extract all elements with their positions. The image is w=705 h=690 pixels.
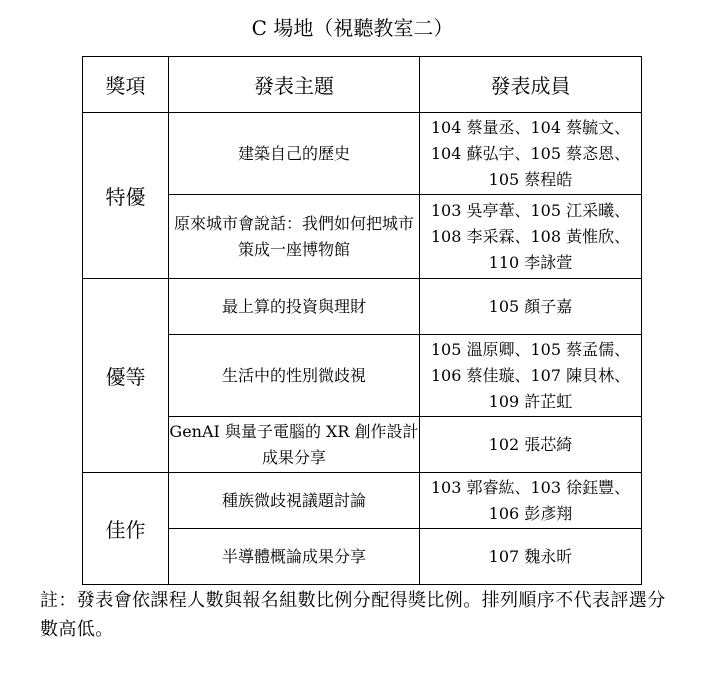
topic-cell (169, 335, 420, 417)
members-text: 103 郭睿紘、103 徐鈺豐、106 彭彥翔 (430, 477, 631, 523)
members-text: 107 魏永昕 (488, 546, 573, 566)
footnote: 註：發表會依課程人數與報名組數比例分配得獎比例。排列順序不代表評選分數高低。 (40, 590, 666, 640)
topic-text: 半導體概論成果分享 (221, 546, 366, 566)
page-title: C 場地（視聽教室二） (251, 16, 454, 40)
members-text: 103 吳亭葦、105 江采曦、108 李采霖、108 黃惟欣、110 李詠萱 (430, 200, 631, 272)
members-cell (420, 195, 642, 279)
members-text: 102 張芯綺 (488, 434, 573, 454)
topic-cell (169, 113, 420, 195)
award-honorable: 佳作 (83, 473, 169, 585)
header-topic: 發表主題 (169, 57, 420, 113)
members-cell (420, 113, 642, 195)
header-award: 獎項 (83, 57, 169, 113)
members-cell (420, 279, 642, 335)
header-members: 發表成員 (420, 57, 642, 113)
award-excellent: 特優 (83, 113, 169, 279)
topic-text: 種族微歧視議題討論 (221, 490, 366, 510)
members-text: 105 溫原卿、105 蔡孟儒、106 蔡佳璇、107 陳貝林、109 許芷虹 (430, 339, 631, 411)
topic-text: 建築自己的歷史 (237, 143, 350, 163)
table-row (83, 279, 642, 335)
award-merit: 優等 (83, 279, 169, 473)
members-text: 104 蔡量丞、104 蔡毓文、104 蘇弘宇、105 蔡忞恩、105 蔡程皓 (430, 117, 631, 189)
topic-cell (169, 473, 420, 529)
topic-cell (169, 529, 420, 585)
topic-text: 生活中的性別微歧視 (221, 365, 366, 385)
award-table (82, 56, 642, 585)
table-row (83, 473, 642, 529)
members-cell (420, 335, 642, 417)
members-cell (420, 529, 642, 585)
table-header-row (83, 57, 642, 113)
topic-cell (169, 279, 420, 335)
members-cell (420, 417, 642, 473)
topic-text: 原來城市會說話：我們如何把城市策成一座博物館 (173, 213, 414, 259)
members-text: 105 顏子嘉 (488, 296, 573, 316)
topic-cell (169, 417, 420, 473)
table-row (83, 113, 642, 195)
members-cell (420, 473, 642, 529)
topic-cell (169, 195, 420, 279)
topic-text: 最上算的投資與理財 (221, 296, 366, 316)
topic-text: GenAI 與量子電腦的 XR 創作設計成果分享 (169, 421, 419, 467)
